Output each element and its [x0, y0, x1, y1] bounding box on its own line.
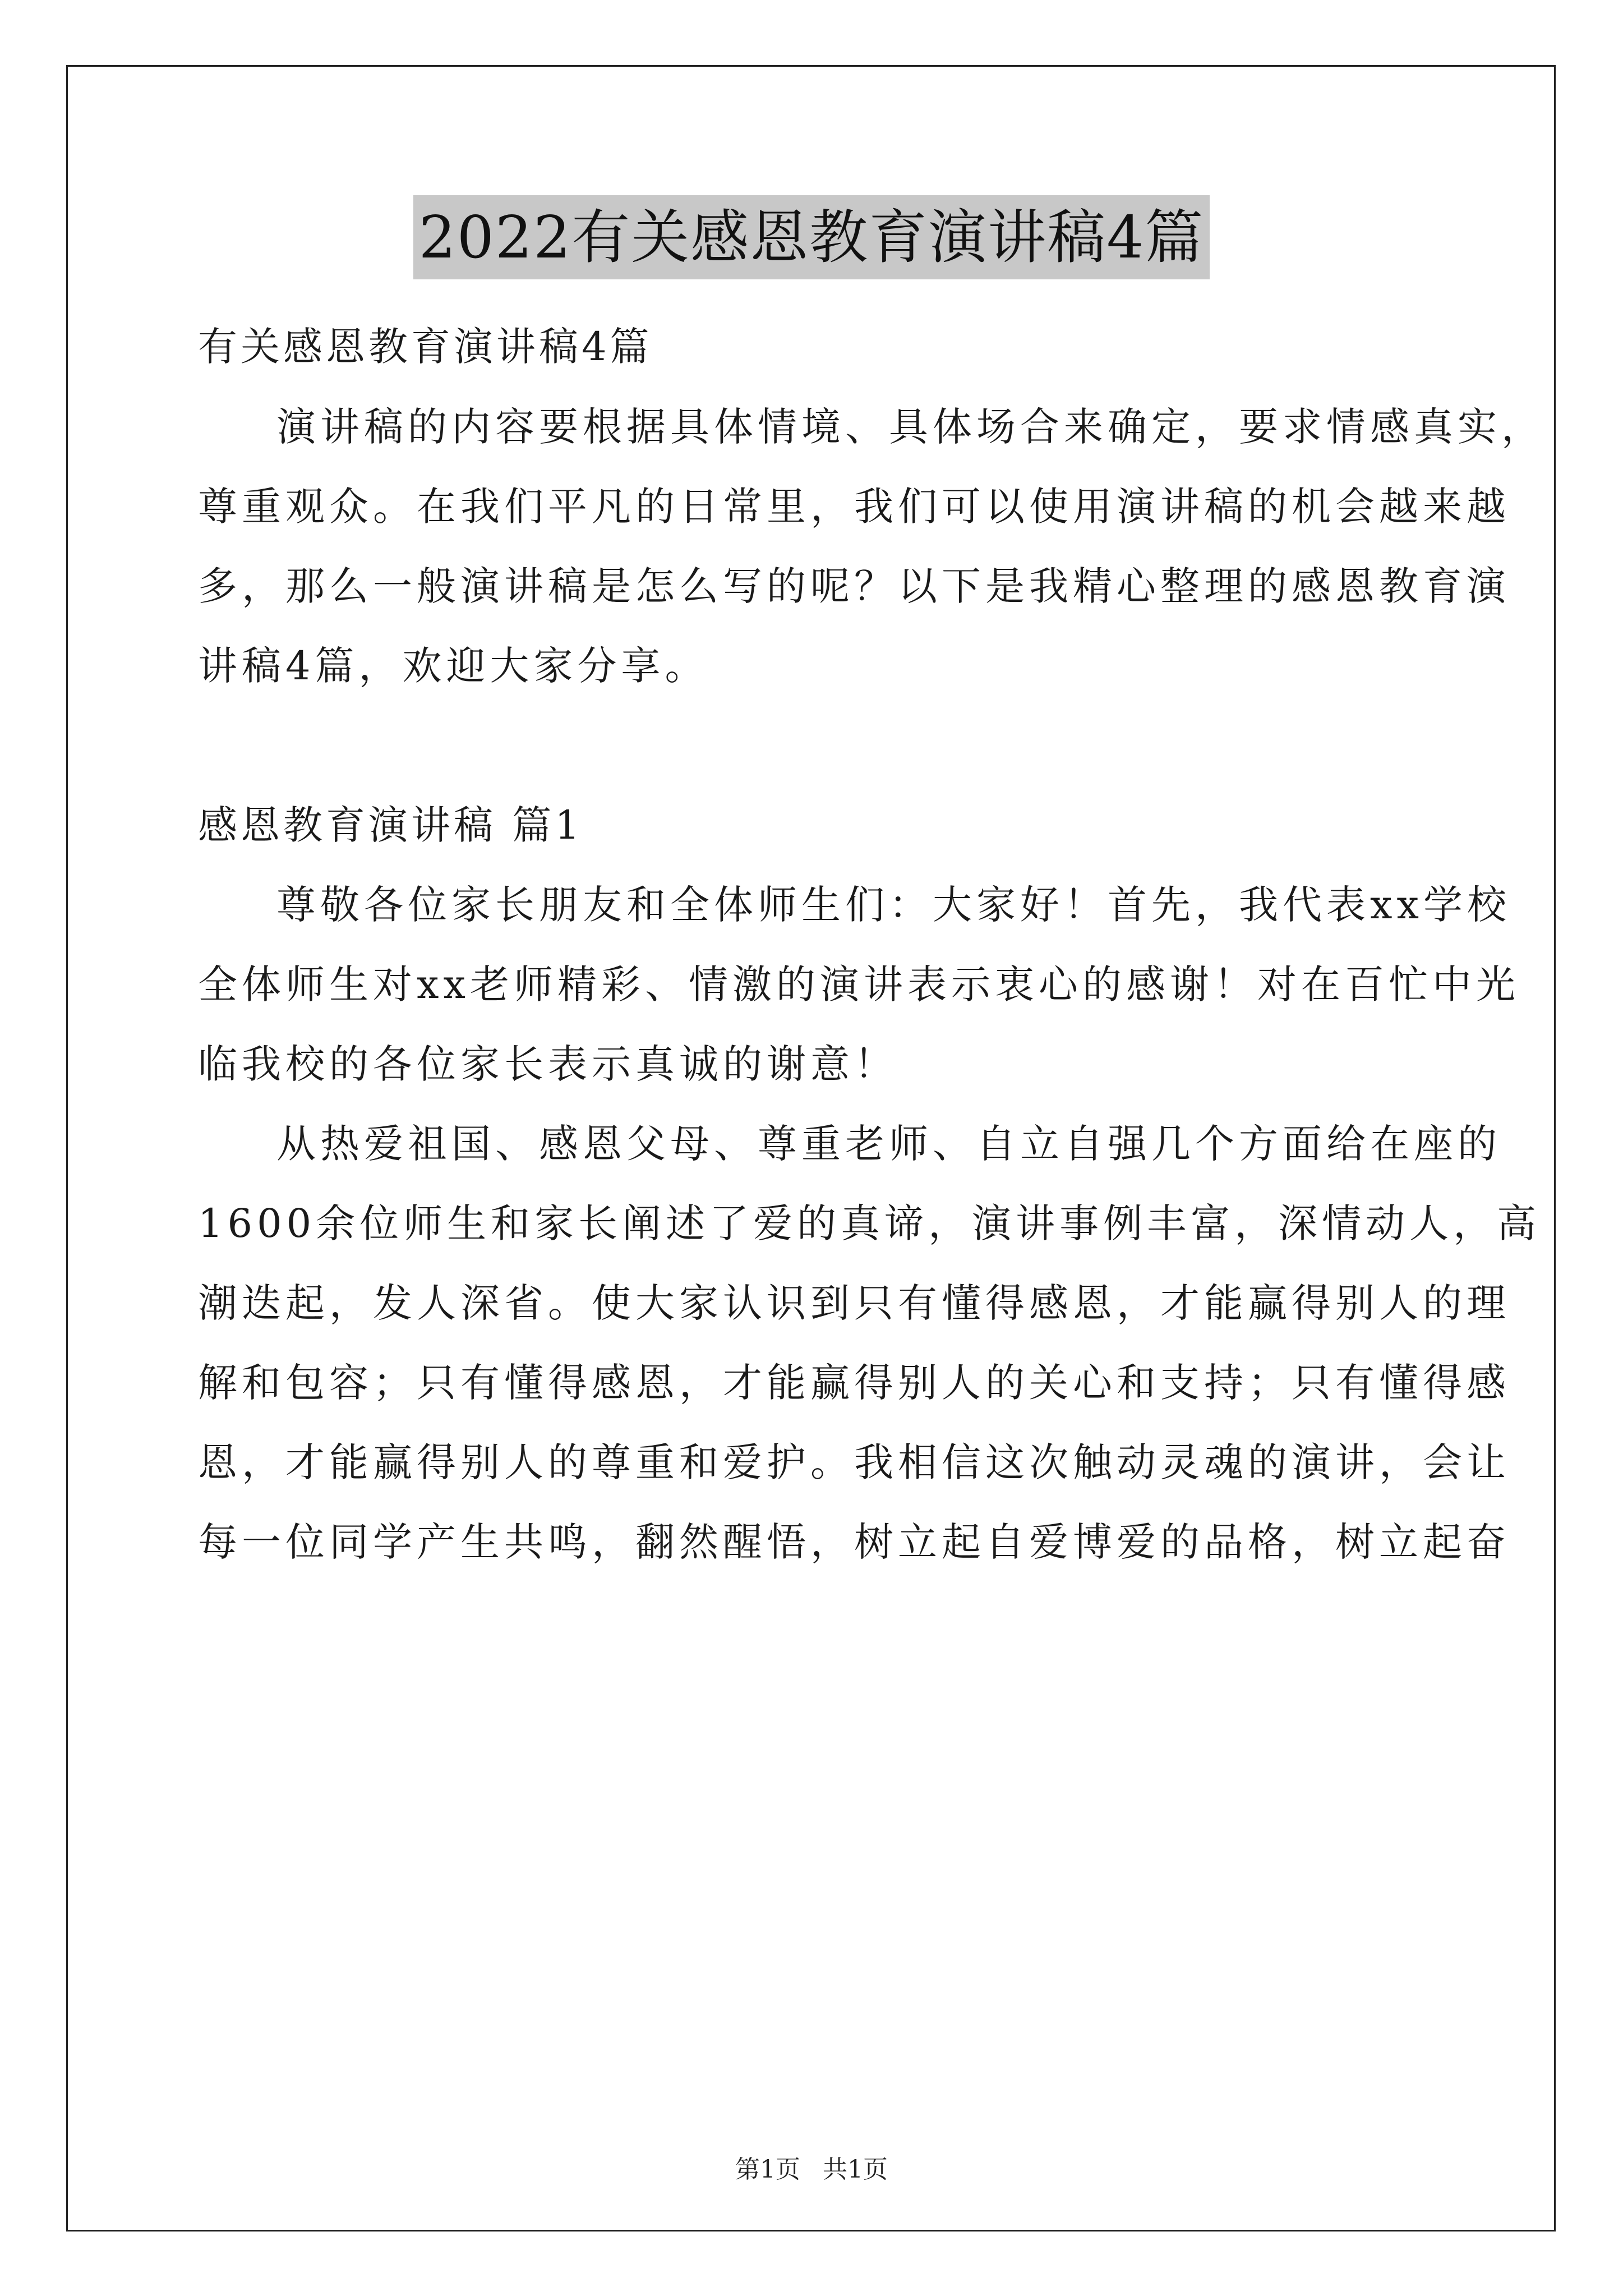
section-heading: 感恩教育演讲稿 篇1: [198, 802, 583, 848]
document-subtitle: 有关感恩教育演讲稿4篇: [198, 324, 653, 370]
title-container: [0, 195, 1623, 279]
intro-line: 多，那么一般演讲稿是怎么写的呢？以下是我精心整理的感恩教育演: [198, 563, 1510, 609]
document-body: [198, 307, 1545, 1570]
paragraph-line: 每一位同学产生共鸣，翻然醒悟，树立起自爱博爱的品格，树立起奋: [198, 1519, 1510, 1565]
paragraph-line: 从热爱祖国、感恩父母、尊重老师、自立自强几个方面给在座的: [276, 1121, 1501, 1167]
document-title: 2022有关感恩教育演讲稿4篇: [413, 195, 1210, 279]
paragraph-line: 尊敬各位家长朋友和全体师生们：大家好！首先，我代表xx学校: [276, 882, 1511, 928]
intro-line: 演讲稿的内容要根据具体情境、具体场合来确定，要求情感真实，: [276, 404, 1545, 450]
paragraph-line: 1600余位师生和家长阐述了爱的真谛，演讲事例丰富，深情动人，高: [198, 1200, 1541, 1246]
paragraph-line: 全体师生对xx老师精彩、情激的演讲表示衷心的感谢！对在百忙中光: [198, 961, 1520, 1007]
intro-line: 讲稿4篇，欢迎大家分享。: [198, 643, 709, 689]
page-number: 第1页: [735, 2155, 800, 2184]
paragraph-line: 临我校的各位家长表示真诚的谢意！: [198, 1041, 898, 1087]
paragraph-line: 潮迭起，发人深省。使大家认识到只有懂得感恩，才能赢得别人的理: [198, 1280, 1510, 1326]
paragraph-line: 解和包容；只有懂得感恩，才能赢得别人的关心和支持；只有懂得感: [198, 1360, 1510, 1406]
page-count: 共1页: [823, 2155, 888, 2184]
paragraph-line: 恩，才能赢得别人的尊重和爱护。我相信这次触动灵魂的演讲，会让: [198, 1439, 1510, 1485]
page-footer: [0, 2153, 1623, 2187]
intro-line: 尊重观众。在我们平凡的日常里，我们可以使用演讲稿的机会越来越: [198, 484, 1510, 530]
